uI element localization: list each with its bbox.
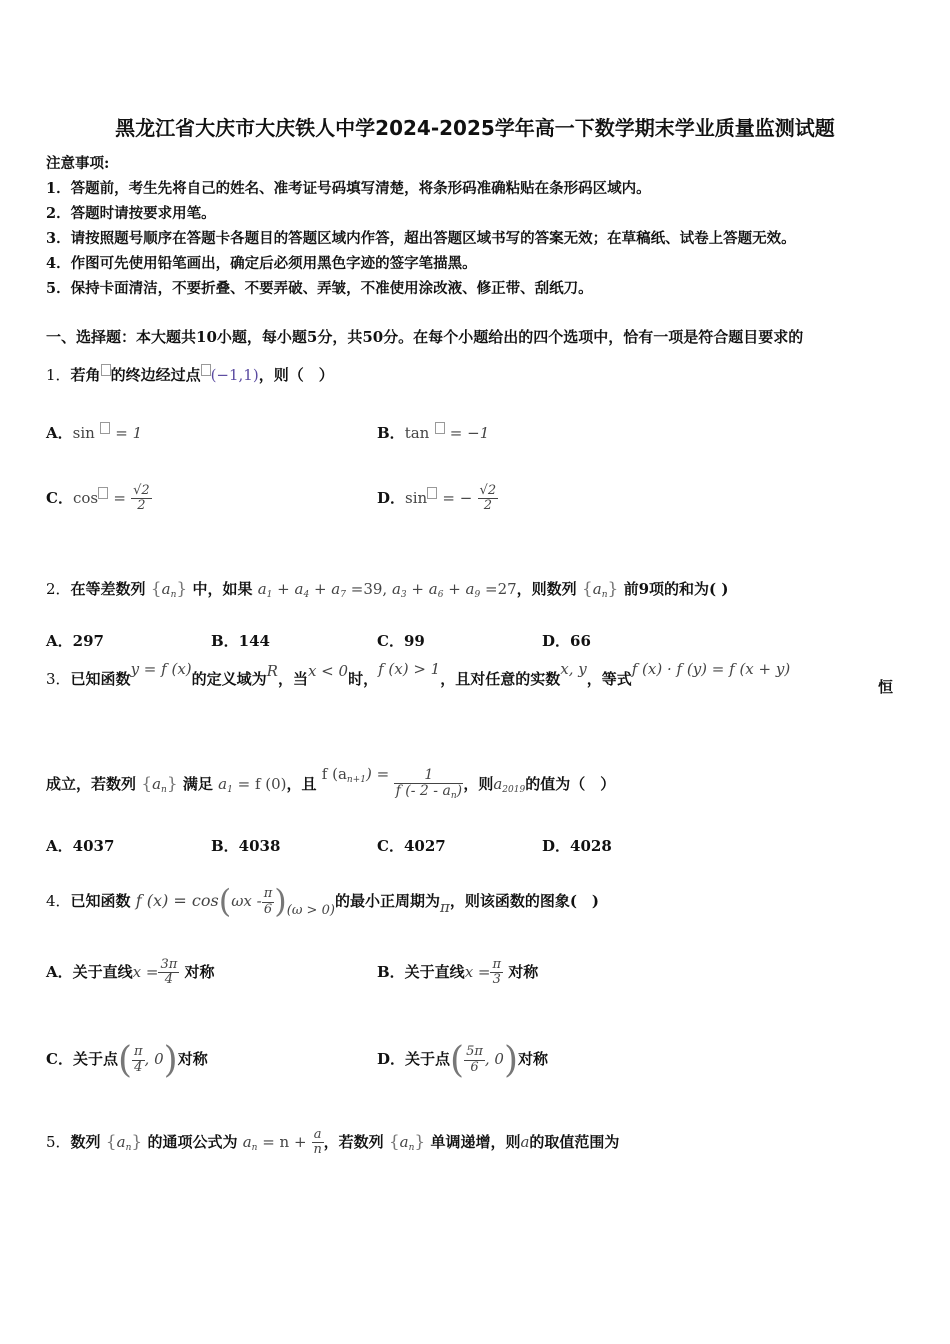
brace: } bbox=[176, 579, 188, 599]
q3-text: 成立，若数列 bbox=[46, 775, 137, 794]
note-item: 4．作图可先使用铅笔画出，确定后必须用黑色字迹的签字笔描黑。 bbox=[46, 255, 477, 272]
question-number: 3． bbox=[46, 670, 71, 688]
fraction: $\frac{1}{f (- 2 - a_n)}$ bbox=[395, 767, 463, 802]
math: sin bbox=[405, 488, 428, 507]
q1-text: 若角 bbox=[70, 366, 101, 384]
numerator: a bbox=[313, 1127, 322, 1142]
denominator: 4 bbox=[164, 972, 173, 988]
q5-text: 数列 bbox=[70, 1132, 101, 1151]
numerator: 5π bbox=[466, 1044, 483, 1060]
eq-value: =39, bbox=[350, 580, 388, 598]
option-a[interactable]: A．4037 bbox=[46, 837, 115, 855]
question-number: 5． bbox=[46, 1132, 71, 1151]
fraction bbox=[312, 1128, 324, 1158]
option-label: D．关于点 bbox=[377, 1050, 451, 1068]
q3-text: 恒 bbox=[878, 678, 894, 696]
fraction bbox=[262, 887, 275, 917]
q3-text: 时， bbox=[348, 670, 379, 688]
point-symbol bbox=[201, 364, 211, 376]
option-a[interactable] bbox=[46, 958, 215, 988]
denominator: 2 bbox=[137, 498, 146, 514]
numerator: 1 bbox=[394, 768, 463, 784]
q4-text: 的最小正周期为 bbox=[334, 892, 440, 910]
q3-text: 满足 bbox=[182, 775, 213, 794]
math: x = bbox=[464, 962, 491, 981]
math: tan bbox=[404, 424, 430, 442]
option-label: B． bbox=[377, 424, 405, 442]
paren: ) bbox=[274, 882, 287, 920]
math: ωx - bbox=[231, 892, 262, 910]
page-title: 黑龙江省大庆市大庆铁人中学2024-2025学年高一下数学期末学业质量监测试题 bbox=[115, 116, 835, 140]
math: = f (0) bbox=[237, 775, 287, 794]
equation: $a_1 + a_4 + a_7 =39$, $a_3 + a_6 + a_9 =27$ bbox=[257, 580, 517, 600]
point-coords: (−1,1) bbox=[210, 366, 259, 384]
math: x, y bbox=[560, 660, 587, 678]
math: f (x) · f (y) = f (x + y) bbox=[631, 660, 791, 678]
section-heading: 一、选择题：本大题共10小题，每小题5分，共50分。在每个小题给出的四个选项中，恰有一项是符合题目要求的 bbox=[46, 328, 804, 346]
math: = 1 bbox=[115, 424, 143, 442]
option-b[interactable] bbox=[377, 422, 489, 443]
brace: { bbox=[150, 579, 162, 599]
question-2: 2．在等差数列 $\{a_n\}$ 中，如果 $a_1 + a_4 + a_7 =39$, $a_3 + a_6 + a_9 =27$，则数列 $\{a_n\}$ 前9项的和为( ) bbox=[46, 579, 729, 600]
option-c[interactable] bbox=[46, 1040, 208, 1081]
eq-value: =27 bbox=[485, 580, 517, 598]
option-c[interactable]: C．4027 bbox=[377, 837, 446, 855]
option-label: C．关于点 bbox=[46, 1050, 118, 1068]
math: a bbox=[520, 1132, 530, 1151]
fraction bbox=[131, 484, 152, 514]
q5-text: ，若数列 bbox=[323, 1132, 384, 1151]
denominator: n bbox=[313, 1142, 322, 1158]
notes-header: 注意事项: bbox=[46, 155, 110, 172]
option-d[interactable] bbox=[377, 1040, 548, 1081]
question-1 bbox=[46, 364, 334, 385]
paren: ( bbox=[450, 1040, 465, 1081]
brace: } bbox=[607, 579, 619, 599]
option-label: A． bbox=[46, 424, 73, 442]
question-number: 4． bbox=[46, 892, 71, 910]
numerator: π bbox=[134, 1044, 143, 1060]
q3-text: 的定义域为 bbox=[191, 670, 267, 688]
math: , 0 bbox=[144, 1050, 164, 1068]
numerator: √2 bbox=[133, 483, 150, 498]
math: f (a bbox=[321, 765, 347, 784]
fraction bbox=[478, 484, 499, 514]
option-text: 对称 bbox=[184, 962, 215, 981]
question-4 bbox=[46, 882, 599, 920]
math: (ω > 0) bbox=[286, 903, 335, 918]
q3-text: ，且对任意的实数 bbox=[440, 670, 561, 688]
brace: } bbox=[414, 1131, 426, 1152]
option-d[interactable]: D．66 bbox=[542, 632, 591, 650]
math: = bbox=[113, 488, 126, 507]
math: = − bbox=[442, 488, 473, 507]
option-a[interactable]: A．297 bbox=[46, 632, 104, 650]
option-label: D． bbox=[377, 488, 406, 507]
math: = n + bbox=[262, 1132, 307, 1151]
q3-text: ，则 bbox=[463, 775, 494, 794]
math: , 0 bbox=[484, 1050, 504, 1068]
brace: { bbox=[388, 1131, 400, 1152]
question-3 bbox=[46, 660, 902, 689]
denominator: 6 bbox=[470, 1059, 479, 1075]
math: R bbox=[266, 662, 278, 680]
math: a bbox=[493, 775, 503, 794]
numerator: 3π bbox=[160, 957, 178, 972]
paren: ) bbox=[163, 1040, 178, 1081]
q3-text: ，且 bbox=[286, 775, 317, 794]
numerator: √2 bbox=[479, 483, 497, 498]
angle-symbol bbox=[435, 422, 445, 434]
fraction bbox=[490, 958, 503, 988]
q1-text: 的终边经过点 bbox=[110, 366, 201, 384]
paren: ) bbox=[503, 1040, 519, 1081]
fraction bbox=[132, 1045, 145, 1075]
paren: ( bbox=[117, 1040, 132, 1081]
math: x = bbox=[132, 962, 159, 981]
paren: ( bbox=[218, 882, 232, 920]
question-5: 5．数列 $\{a_n\}$ 的通项公式为 $a_n = n$ + $\frac{a}{n}$ ，若数列 $\{a_n\}$ 单调递增，则a的取值范围为 bbox=[46, 1127, 620, 1158]
q5-text: 的通项公式为 bbox=[147, 1132, 238, 1151]
note-item: 5．保持卡面清洁，不要折叠、不要弄破、弄皱，不准使用涂改液、修正带、刮纸刀。 bbox=[46, 280, 593, 297]
q2-text: 中，如果 bbox=[192, 580, 253, 598]
math: f (x) = cos bbox=[135, 891, 219, 910]
option-c[interactable]: C．99 bbox=[377, 632, 425, 650]
brace: } bbox=[166, 774, 178, 795]
option-text: 对称 bbox=[508, 962, 539, 981]
option-b[interactable]: B．4038 bbox=[211, 837, 281, 855]
brace: { bbox=[105, 1131, 117, 1152]
numerator: π bbox=[492, 957, 502, 972]
question-number: 1． bbox=[46, 366, 71, 384]
angle-symbol bbox=[98, 487, 108, 499]
option-b[interactable] bbox=[377, 958, 538, 988]
option-d[interactable]: D．4028 bbox=[542, 837, 612, 855]
q4-text: ，则该函数的图象( ) bbox=[449, 892, 600, 910]
question-3-cont: 成立，若数列 $\{a_n\}$ 满足 $a_1 = f$ (0)，且 f $(a_{n+1})$ = $\frac{1}{f (- 2 - a_n)}$ ，则$a_{2019}$的值为（ ） bbox=[46, 765, 616, 802]
q3-text: ，当 bbox=[277, 670, 308, 688]
math: = −1 bbox=[449, 424, 490, 442]
math: π bbox=[439, 898, 450, 916]
option-label: C． bbox=[46, 488, 73, 507]
denominator: 3 bbox=[492, 972, 501, 988]
fraction bbox=[464, 1045, 485, 1075]
q2-text: 在等差数列 bbox=[70, 580, 146, 598]
math: x < 0 bbox=[307, 662, 349, 680]
option-text: 对称 bbox=[177, 1050, 208, 1068]
q3-text: ，等式 bbox=[586, 670, 632, 688]
angle-symbol bbox=[100, 422, 110, 434]
option-label: B．关于直线 bbox=[377, 962, 465, 981]
option-d[interactable] bbox=[377, 484, 498, 514]
option-a[interactable] bbox=[46, 422, 142, 443]
q1-text: ，则（ ） bbox=[258, 366, 334, 384]
denominator: 6 bbox=[263, 901, 273, 917]
numerator: π bbox=[263, 886, 273, 902]
angle-symbol bbox=[101, 364, 111, 376]
q5-text: 的取值范围为 bbox=[529, 1132, 620, 1151]
q3-text: 的值为（ ） bbox=[525, 775, 616, 794]
option-label: A．关于直线 bbox=[46, 962, 133, 981]
note-item: 2．答题时请按要求用笔。 bbox=[46, 205, 216, 222]
q3-text: 已知函数 bbox=[70, 670, 131, 688]
angle-symbol bbox=[427, 487, 437, 499]
math: f (x) > 1 bbox=[378, 660, 441, 678]
q4-text: 已知函数 bbox=[70, 892, 131, 910]
q5-text: 单调递增，则 bbox=[430, 1132, 521, 1151]
math: y = f (x) bbox=[130, 660, 192, 678]
fraction bbox=[158, 958, 179, 988]
option-text: 对称 bbox=[518, 1050, 549, 1068]
option-c[interactable] bbox=[46, 484, 152, 514]
question-number: 2． bbox=[46, 580, 71, 598]
brace: { bbox=[141, 774, 153, 795]
brace: { bbox=[581, 579, 593, 599]
math: sin bbox=[72, 424, 95, 442]
math: cos bbox=[72, 488, 99, 507]
denominator: 4 bbox=[134, 1059, 143, 1075]
q2-text: ，则数列 bbox=[516, 580, 577, 598]
brace: } bbox=[131, 1131, 143, 1152]
denominator: f (- 2 - a bbox=[395, 783, 451, 800]
note-item: 1．答题前，考生先将自己的姓名、准考证号码填写清楚，将条形码准确粘贴在条形码区域内。 bbox=[46, 180, 651, 197]
note-item: 3．请按照题号顺序在答题卡各题目的答题区域内作答，超出答题区域书写的答案无效；在草稿纸、试卷上答题无效。 bbox=[46, 230, 796, 247]
option-b[interactable]: B．144 bbox=[211, 632, 270, 650]
denominator: 2 bbox=[483, 498, 492, 514]
q2-text: 前9项的和为( ) bbox=[623, 580, 729, 598]
